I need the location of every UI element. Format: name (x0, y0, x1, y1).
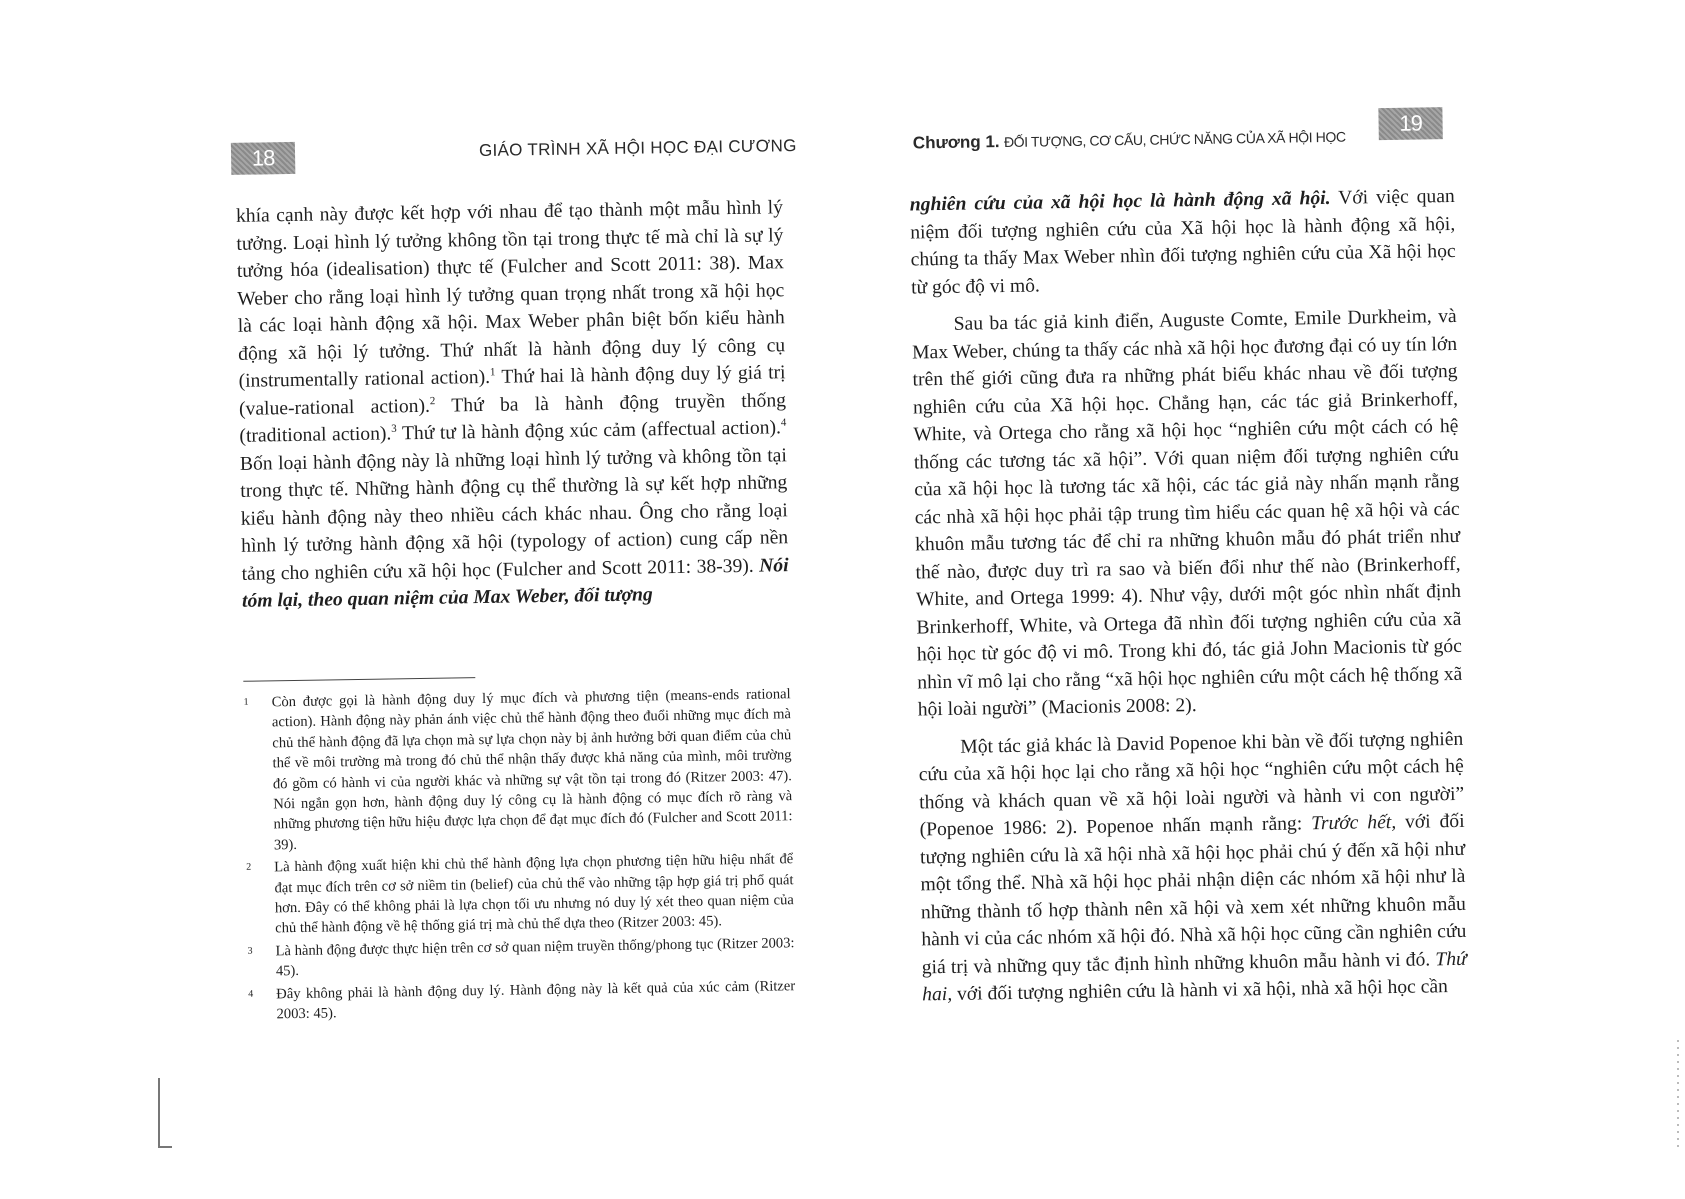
binding-edge-line (158, 1078, 160, 1148)
left-paragraph-1: khía cạnh này được kết hợp với nhau để tạo thành một mẫu hình lý tưởng. Loại hình lý tưởng không tồn tại trong thực tế mà chỉ là sự lý tưởng hóa (idealisation) thực tế (Fulcher and Scott 2011: 38). Max Weber cho rằng loại hình lý tưởng quan trọng nhất trong xã hội học là các loại hành động xã hội. Max Weber phân biệt bốn kiểu hành động xã hội lý tưởng. Thứ nhất là hành động duy lý công cụ (instrumentally rational action).$^1$ Thứ hai là hành động duy lý giá trị (value-rational action).$^2$ Thứ ba là hành động truyền thống (traditional action).$^3$ Thứ tư là hành động xúc cảm (affectual action).$^4$ Bốn loại hành động này là những loại hình lý tưởng và không tồn tại trong thực tế. Những hành động cụ thể thường là sự kết hợp những kiểu hành động này theo nhiều cách khác nhau. Ông cho rằng loại hình lý tưởng hành động xã hội (typology of action) cung cấp nền tảng cho nghiên cứu xã hội học (Fulcher and Scott 2011: 38-39). Nói tóm lại, theo quan niệm của Max Weber, đối tượng (235, 197, 789, 612)
footnote-2 (246, 849, 794, 939)
footnote-number: 4 (248, 988, 254, 1000)
running-head-right (913, 127, 1346, 154)
emphasis-second: Thứ hai, (922, 948, 1467, 1006)
binding-edge-foot (158, 1146, 172, 1148)
chapter-title: ĐỐI TƯỢNG, CƠ CẤU, CHỨC NĂNG CỦA XÃ HỘI HỌC (1003, 128, 1346, 151)
scan-edge-dots (1677, 1040, 1679, 1150)
footnote-text: Là hành động được thực hiện trên cơ sở quan niệm truyền thống/phong tục (Ritzer 2003: 45). (275, 935, 795, 980)
right-paragraph-1: nghiên cứu của xã hội học là hành động xã hội. Với việc quan niệm đối tượng nghiên cứu của Xã hội học là hành động xã hội, chúng ta thấy Max Weber nhìn đối tượng nghiên cứu của Xã hội học từ góc độ vi mô. (909, 185, 1456, 298)
footnote-number: 1 (243, 696, 249, 708)
footnotes (243, 684, 795, 1027)
footnote-divider (243, 677, 475, 682)
footnote-ref-2: 2 (429, 394, 436, 407)
running-head-left: GIÁO TRÌNH XÃ HỘI HỌC ĐẠI CƯƠNG (478, 136, 797, 161)
footnote-text: Đây không phải là hành động duy lý. Hành động này là kết quả của xúc cảm (Ritzer 2003: 45). (276, 977, 796, 1023)
emphasis-first: Trước hết, (1310, 811, 1397, 835)
left-body-text (236, 194, 789, 615)
footnote-text: Là hành động xuất hiện khi chủ thể hành động lựa chọn phương tiện hữu hiệu nhất để đạt mục đích trên cơ sở niềm tin (belief) của chủ thể vào những tập hợp giá trị phổ quát hơn. Đây có thể không phải là lựa chọn tối ưu nhưng nó duy lý xét theo quan niệm của chủ thể hành động về hệ thống giá trị mà chủ thể dựa theo (Ritzer 2003: 45). (274, 851, 794, 937)
right-page (833, 0, 1685, 1199)
footnote-ref-1: 1 (489, 366, 496, 379)
footnote-number: 3 (247, 945, 253, 957)
footnote-1 (243, 684, 792, 856)
footnote-3 (247, 933, 795, 982)
page-number-left: 18 (231, 142, 295, 175)
emphasis-summary: Nói tóm lại, theo quan niệm của Max Weber, đối tượng (241, 554, 789, 612)
footnote-number: 2 (246, 861, 252, 874)
footnote-ref-3: 3 (391, 422, 397, 435)
footnote-4 (248, 976, 796, 1025)
footnote-text: Còn được gọi là hành động duy lý mục đích và phương tiện (means-ends rational action). Hành động này phản ánh việc chủ thể hành động theo đuổi những mục đích mà chủ thể hành động đã lựa chọn mà sự lựa chọn này bị ảnh hưởng bởi quan điểm của chủ thể về môi trường mà trong đó chủ thể nhận thấy được khả năng của mình, môi trường đó gồm có hành vi của người khác và những sự vật tồn tại trong đó (Ritzer 2003: 47). Nói ngắn gọn hơn, hành động duy lý công cụ là hành động có mục đích rõ ràng và những phương tiện hữu hiệu được lựa chọn để đạt mục đích đó (Fulcher and Scott 2011: 39). (271, 686, 793, 854)
footnote-ref-4: 4 (780, 416, 787, 429)
right-paragraph-3: Một tác giả khác là David Popenoe khi bàn về đối tượng nghiên cứu của xã hội học lại cho rằng xã hội học “nghiên cứu một cách hệ thống và khách quan về xã hội loài người và hành vi con người” (Popenoe 1986: 2). Popenoe nhấn mạnh rằng: Trước hết, với đối tượng nghiên cứu là xã hội nhà xã hội học phải chú ý đến xã hội như một tổng thể. Nhà xã hội học phải nhận diện các nhóm xã hội như là những thành tố hợp thành nên xã hội và xem xét những khuôn mẫu hành vi của các nhóm xã hội đó. Nhà xã hội học cũng cần nghiên cứu giá trị và những quy tắc định hình những khuôn mẫu hành vi đó. Thứ hai, với đối tượng nghiên cứu là hành vi xã hội, nhà xã hội học cần (918, 728, 1467, 1006)
emphasis-continuation: nghiên cứu của xã hội học là hành động xã hội. (909, 187, 1331, 216)
page-number-right: 19 (1378, 107, 1442, 140)
right-paragraph-2: Sau ba tác giả kinh điển, Auguste Comte, Emile Durkheim, và Max Weber, chúng ta thấy các nhà xã hội học đương đại có uy tín lớn trên thế giới cũng đưa ra những phát biểu khác nhau về đối tượng nghiên cứu của Xã hội học. Chẳng hạn, các tác giả Brinkerhoff, White, và Ortega cho rằng xã hội học “nghiên cứu một cách có hệ thống các tương tác xã hội”. Với quan niệm đối tượng nghiên cứu của xã hội học là tương tác xã hội, các tác giả này nhấn mạnh rằng các nhà xã hội học phải tập trung tìm hiểu các quan hệ xã hội và các khuôn mẫu tương tác để chỉ ra những khuôn mẫu đó phát triển như thế nào, được duy trì ra sao và biến đổi như thế nào (Brinkerhoff, White, and Ortega 1999: 4). Như vậy, dưới một góc nhìn nhất định Brinkerhoff, White, và Ortega đã nhìn đối tượng nghiên cứu của xã hội học từ góc độ vi mô. Trong khi đó, tác giả John Macionis từ góc nhìn vĩ mô lại cho rằng “xã hội học nghiên cứu một cách hệ thống xã hội loài người” (Macionis 2008: 2). (911, 305, 1463, 721)
right-body-text (910, 183, 1468, 1009)
chapter-label: Chương 1. (912, 132, 1000, 153)
